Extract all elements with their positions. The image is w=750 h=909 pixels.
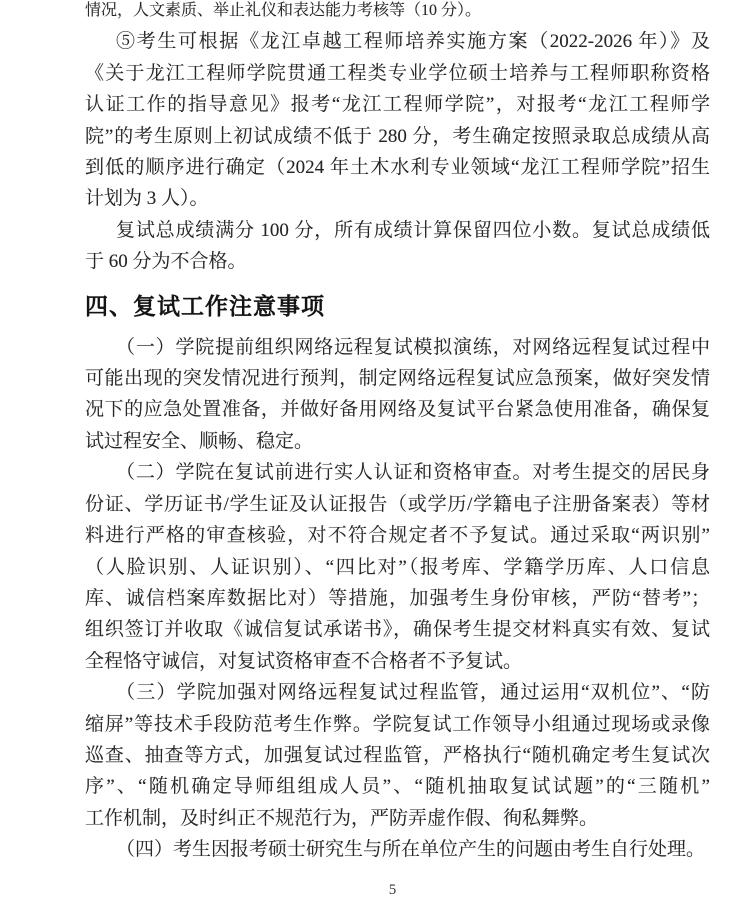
text-line: （三）学院加强对网络远程复试过程监管，通过运用“双机位”、“防 bbox=[116, 682, 710, 704]
page-number: 5 bbox=[388, 882, 397, 898]
text-line: 可能出现的突发情况进行预判，制定网络远程复试应急预案，做好突发情 bbox=[85, 368, 710, 390]
text-line: 于 60 分为不合格。 bbox=[85, 251, 247, 273]
text-line: 到低的顺序进行确定（2024 年土木水利专业领域“龙江工程师学院”招生 bbox=[85, 157, 710, 179]
text-line: 计划为 3 人）。 bbox=[85, 188, 209, 210]
text-line: （四）考生因报考硕士研究生与所在单位产生的问题由考生自行处理。 bbox=[116, 839, 706, 861]
text-line: 份证、学历证书/学生证及认证报告（或学历/学籍电子注册备案表）等材 bbox=[85, 493, 710, 515]
text-line: 序”、“随机确定导师组组成人员”、“随机抽取复试试题”的“三随机” bbox=[85, 776, 710, 798]
text-line: 《关于龙江工程师学院贯通工程类专业学位硕士培养与工程师职称资格 bbox=[85, 62, 710, 84]
text-line: （二）学院在复试前进行实人认证和资格审查。对考生提交的居民身 bbox=[116, 462, 710, 484]
text-line: 复试总成绩满分 100 分，所有成绩计算保留四位小数。复试总成绩低 bbox=[116, 219, 710, 241]
document-body bbox=[85, 0, 710, 866]
text-line: （人脸识别、人证识别）、“四比对”（报考库、学籍学历库、人口信息 bbox=[85, 556, 710, 578]
text-line: ⑤考生可根据《龙江卓越工程师培养实施方案（2022-2026 年）》及 bbox=[116, 31, 710, 53]
text-line: 况下的应急处置准备，并做好备用网络及复试平台紧急使用准备，确保复 bbox=[85, 399, 710, 421]
text-line: 认证工作的指导意见》报考“龙江工程师学院”，对报考“龙江工程师学 bbox=[85, 94, 710, 116]
text-line: 料进行严格的审查核验，对不符合规定者不予复试。通过采取“两识别” bbox=[85, 525, 710, 547]
text-line: 全程恪守诚信，对复试资格审查不合格者不予复试。 bbox=[85, 650, 523, 672]
text-line: 试过程安全、顺畅、稳定。 bbox=[85, 430, 314, 452]
text-line: 库、诚信档案库数据比对）等措施，加强考生身份审核，严防“替考”； bbox=[85, 587, 710, 609]
text-line: （一）学院提前组织网络远程复试模拟演练，对网络远程复试过程中 bbox=[116, 336, 710, 358]
text-line: 工作机制，及时纠正不规范行为，严防弄虚作假、徇私舞弊。 bbox=[85, 807, 599, 829]
text-line: 情况，人文素质、举止礼仪和表达能力考核等（10 分）。 bbox=[85, 2, 482, 19]
text-line: 院”的考生原则上初试成绩不低于 280 分，考生确定按照录取总成绩从高 bbox=[85, 125, 710, 147]
section-heading: 四、复试工作注意事项 bbox=[85, 292, 325, 319]
text-line: 组织签订并收取《诚信复试承诺书》，确保考生提交材料真实有效、复试 bbox=[85, 619, 710, 641]
text-line: 缩屏”等技术手段防范考生作弊。学院复试工作领导小组通过现场或录像 bbox=[85, 713, 710, 735]
text-line: 巡查、抽查等方式，加强复试过程监管，严格执行“随机确定考生复试次 bbox=[85, 744, 710, 766]
